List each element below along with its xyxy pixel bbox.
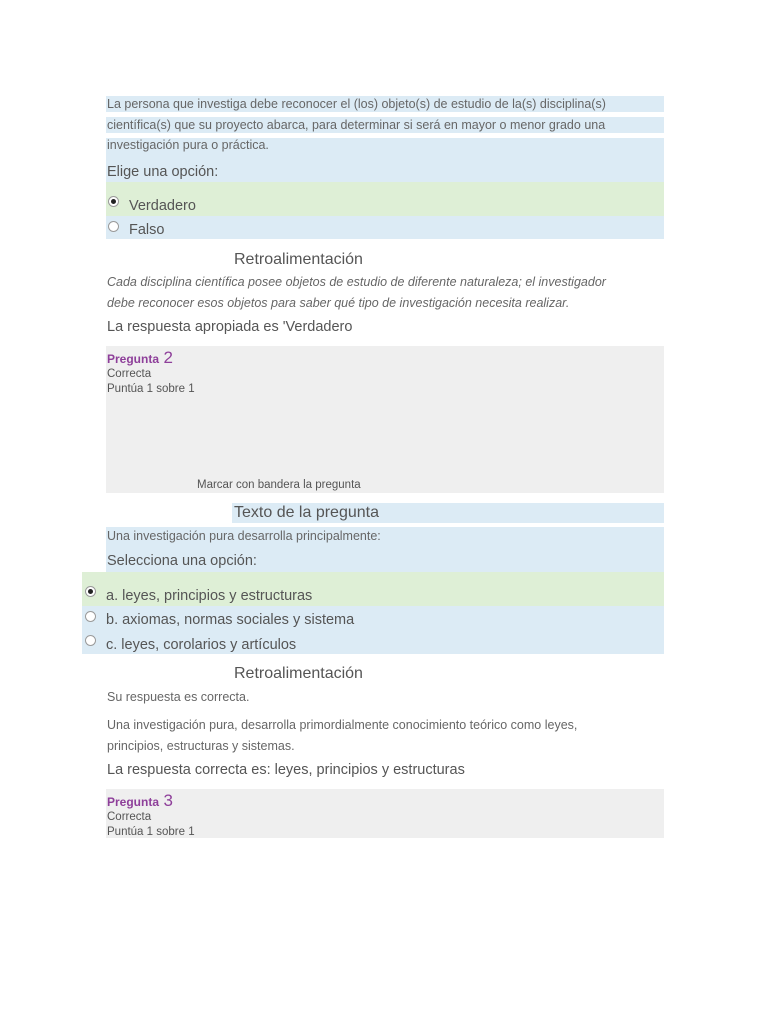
q1-prompt: Elige una opción: bbox=[107, 164, 219, 180]
q2-info-box bbox=[106, 346, 664, 493]
q1-option-label: Verdadero bbox=[129, 198, 196, 214]
q1-option-label: Falso bbox=[129, 222, 165, 238]
q2-option-label: c. leyes, corolarios y artículos bbox=[106, 637, 297, 653]
q2-text-title: Texto de la pregunta bbox=[234, 504, 379, 521]
q2-heading bbox=[107, 348, 173, 368]
q1-feedback-title: Retroalimentación bbox=[234, 251, 363, 268]
q2-option-b[interactable] bbox=[82, 606, 664, 630]
q2-score: Puntúa 1 sobre 1 bbox=[107, 383, 195, 395]
q1-option-falso[interactable] bbox=[106, 216, 664, 239]
q2-feedback-title: Retroalimentación bbox=[234, 665, 363, 682]
q2-feedback-correct: Su respuesta es correcta. bbox=[107, 690, 250, 704]
q2-answer: La respuesta correcta es: leyes, principios y estructuras bbox=[107, 762, 465, 778]
radio-unchecked-icon[interactable] bbox=[85, 635, 96, 646]
q2-text: Una investigación pura desarrolla principalmente: bbox=[107, 529, 381, 543]
q3-number: 3 bbox=[163, 791, 173, 810]
q2-option-a[interactable] bbox=[82, 572, 664, 606]
q2-option-c[interactable] bbox=[82, 630, 664, 654]
q3-label: Pregunta bbox=[107, 795, 160, 809]
q1-option-verdadero[interactable] bbox=[106, 182, 664, 216]
q1-text-line-3: investigación pura o práctica. bbox=[107, 138, 269, 152]
q2-option-label: b. axiomas, normas sociales y sistema bbox=[106, 612, 355, 628]
radio-checked-icon[interactable] bbox=[108, 196, 119, 207]
q2-flag-link[interactable]: Marcar con bandera la pregunta bbox=[197, 479, 361, 491]
q2-prompt: Selecciona una opción: bbox=[107, 553, 257, 569]
q3-heading bbox=[107, 791, 173, 811]
q1-feedback-line-2: debe reconocer esos objetos para saber qué tipo de investigación necesita realizar. bbox=[107, 296, 570, 310]
q3-score: Puntúa 1 sobre 1 bbox=[107, 826, 195, 838]
q2-label: Pregunta bbox=[107, 352, 160, 366]
q3-info-box bbox=[106, 789, 664, 838]
radio-checked-icon[interactable] bbox=[85, 586, 96, 597]
q1-feedback-line-1: Cada disciplina científica posee objetos de estudio de diferente naturaleza; el investigador bbox=[107, 275, 606, 289]
q1-text-line-2: científica(s) que su proyecto abarca, para determinar si será en mayor o menor grado una bbox=[107, 118, 606, 132]
q2-feedback-line-1: Una investigación pura, desarrolla primordialmente conocimiento teórico como leyes, bbox=[107, 718, 578, 732]
radio-unchecked-icon[interactable] bbox=[85, 611, 96, 622]
q1-text-line-1: La persona que investiga debe reconocer el (los) objeto(s) de estudio de la(s) disciplina(s) bbox=[107, 97, 606, 111]
q2-feedback-line-2: principios, estructuras y sistemas. bbox=[107, 739, 295, 753]
q2-number: 2 bbox=[163, 348, 173, 367]
q2-status: Correcta bbox=[107, 368, 152, 380]
q1-answer: La respuesta apropiada es 'Verdadero bbox=[107, 319, 353, 335]
q3-status: Correcta bbox=[107, 811, 152, 823]
radio-unchecked-icon[interactable] bbox=[108, 221, 119, 232]
q2-option-label: a. leyes, principios y estructuras bbox=[106, 588, 313, 604]
